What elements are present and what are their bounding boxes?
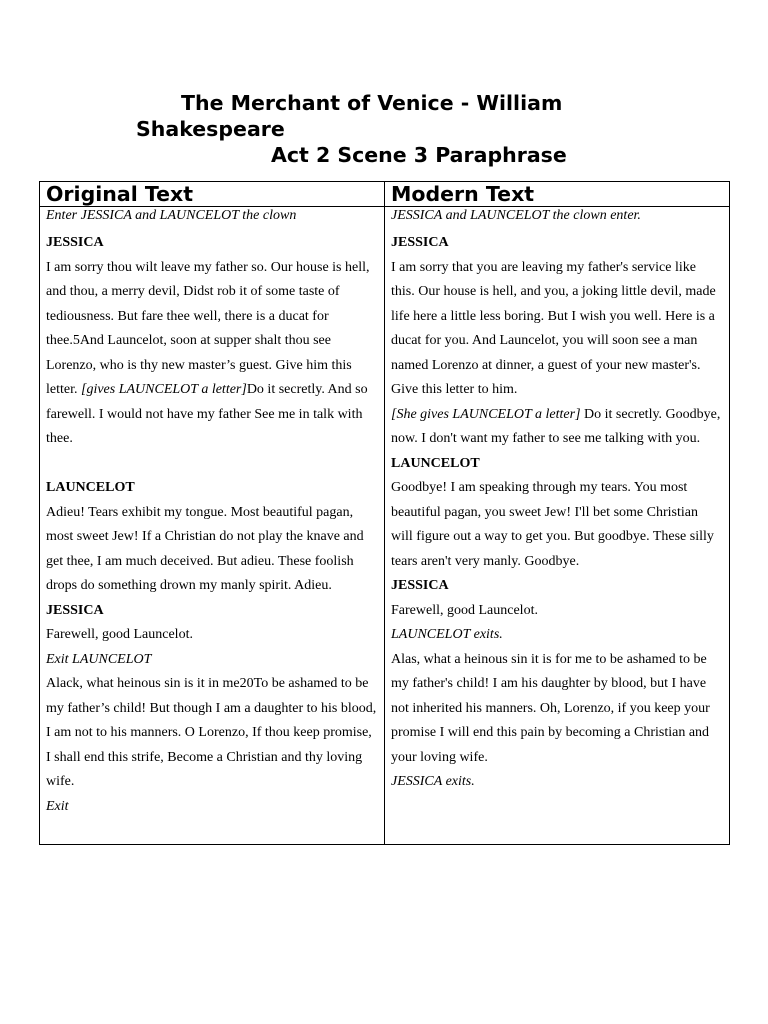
- launcelot-speech: Goodbye! I am speaking through my tears. You most beautiful pagan, you sweet Jew! I'll bet some Christian will figure out a way to get you. But goodbye. These silly tears aren't very manly. Goodbye.: [391, 480, 714, 569]
- stage-direction-exit-launcelot: Exit LAUNCELOT: [46, 651, 152, 667]
- table-header-row: [40, 182, 730, 207]
- modern-text-header: Modern Text: [385, 182, 730, 207]
- speech-text: Do it secretly. Goodbye, now. I don't want my father to see me talking with you.: [391, 406, 721, 446]
- subtitle: Act 2 Scene 3 Paraphrase: [271, 143, 567, 167]
- launcelot-speech: Adieu! Tears exhibit my tongue. Most beautiful pagan, most sweet Jew! If a Christian do not play the knave and get thee, I am much deceived. But adieu. These foolish drops do something drown my manly spirit. Adieu.: [46, 504, 364, 593]
- modern-text-column: [385, 207, 730, 845]
- speaker-launcelot: LAUNCELOT: [391, 455, 480, 471]
- stage-direction-enter: Enter JESSICA and LAUNCELOT the clown: [46, 208, 297, 223]
- jessica-speech: [46, 256, 378, 452]
- speaker-jessica: JESSICA: [391, 578, 449, 593]
- spacer: [46, 452, 378, 477]
- original-text-header: Original Text: [40, 182, 385, 207]
- speech-text: I am sorry thou wilt leave my father so. Our house is hell, and thou, a merry devil, Didst rob it of some taste of tediousness. But fare thee well, there is a ducat for thee.5And Launcelot, soon at supper shalt thou see Lorenzo, who is thy new master’s guest. Give him this letter.: [46, 259, 370, 397]
- paraphrase-table: [39, 181, 730, 845]
- stage-direction-letter: [She gives LAUNCELOT a letter]: [391, 406, 581, 422]
- speaker-jessica: JESSICA: [46, 235, 104, 250]
- jessica-speech: Alack, what heinous sin is it in me20To be ashamed to be my father’s child! But though I am a daughter to his blood, I am not to his manners. O Lorenzo, If thou keep promise, I shall end this strife, Become a Christian and thy loving wife.: [46, 676, 377, 789]
- jessica-speech: Alas, what a heinous sin it is for me to be ashamed to be my father's child! I am his daughter by blood, but I have not inherited his manners. Oh, Lorenzo, if you keep your promise I will end this pain by becoming a Christian and your loving wife.: [391, 651, 710, 765]
- speaker-launcelot: LAUNCELOT: [46, 480, 135, 495]
- title-line-1: The Merchant of Venice - William: [181, 91, 563, 115]
- jessica-speech: Farewell, good Launcelot.: [46, 627, 193, 642]
- speech-text: Do it secretly. And so farewell. I would not have my father See me in talk with thee.: [46, 382, 368, 446]
- speaker-jessica: JESSICA: [391, 235, 449, 250]
- jessica-speech: I am sorry that you are leaving my father's service like this. Our house is hell, and you, a joking little devil, made life here a little less boring. But I wish you well. Here is a ducat for you. And Launcelot, you will soon see a man named Lorenzo at dinner, a guest of your new master's. Give this letter to him.: [391, 259, 716, 397]
- stage-direction-enter: JESSICA and LAUNCELOT the clown enter.: [391, 208, 641, 223]
- title-line-2: Shakespeare: [136, 117, 285, 141]
- speaker-jessica: JESSICA: [46, 602, 104, 618]
- stage-direction-letter: [gives LAUNCELOT a letter]: [81, 382, 247, 397]
- table-body-row: [40, 207, 730, 845]
- original-text-column: [40, 207, 385, 845]
- stage-direction-exit: Exit: [46, 798, 69, 814]
- stage-direction-exit: JESSICA exits.: [391, 774, 475, 789]
- jessica-speech: [391, 403, 723, 452]
- jessica-speech: Farewell, good Launcelot.: [391, 602, 538, 618]
- stage-direction-exit-launcelot: LAUNCELOT exits.: [391, 627, 503, 642]
